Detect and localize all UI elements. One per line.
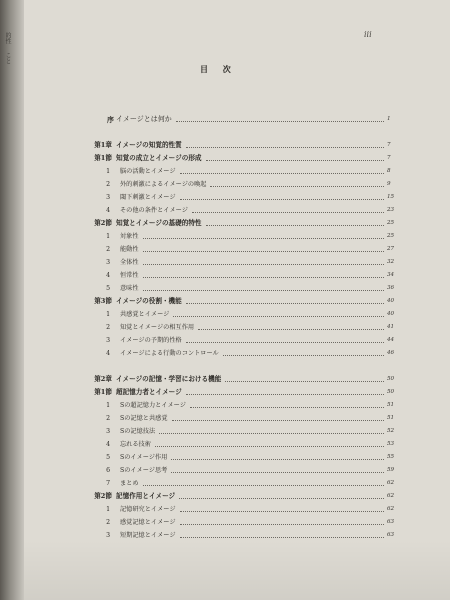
- dot-leader: [143, 264, 384, 265]
- toc-entry: [24, 425, 450, 438]
- toc-entry: [24, 529, 450, 542]
- toc-entry: [24, 113, 450, 126]
- entry-title: 脳の活動とイメージ: [120, 168, 176, 175]
- entry-page: 62: [387, 480, 395, 486]
- entry-page: 25: [387, 233, 395, 239]
- entry-label: 3: [106, 532, 110, 539]
- dot-leader: [155, 446, 384, 447]
- entry-label: 序: [107, 115, 114, 124]
- entry-label: 2: [106, 324, 110, 331]
- entry-title: 知覚とイメージの基礎的特性: [116, 219, 202, 227]
- entry-label: 第1章: [94, 141, 112, 149]
- entry-label: 1: [106, 168, 110, 175]
- entry-label: 第2節: [94, 219, 112, 227]
- dot-leader: [206, 225, 384, 226]
- entry-page: 36: [387, 285, 395, 291]
- toc-entry: [24, 477, 450, 490]
- entry-label: 5: [106, 454, 110, 461]
- entry-page: 44: [387, 337, 395, 343]
- entry-title: まとめ: [120, 480, 139, 487]
- dot-leader: [159, 433, 384, 434]
- dot-leader: [180, 537, 384, 538]
- entry-title: 記憶研究とイメージ: [120, 506, 176, 513]
- dot-leader: [180, 511, 384, 512]
- entry-title: 記憶作用とイメージ: [116, 492, 176, 500]
- dot-leader: [186, 394, 384, 395]
- dot-leader: [143, 251, 384, 252]
- entry-page: 41: [387, 324, 395, 330]
- entry-page: 7: [387, 142, 391, 148]
- dot-leader: [172, 420, 384, 421]
- toc-entry: [24, 178, 450, 191]
- toc-entry: [24, 191, 450, 204]
- toc-entry: [24, 217, 450, 230]
- entry-title: Sのイメージ思考: [120, 467, 168, 474]
- entry-page: 63: [387, 519, 395, 525]
- toc-entry: [24, 321, 450, 334]
- toc-entry: [24, 152, 450, 165]
- entry-title: Sの超記憶力とイメージ: [120, 402, 186, 409]
- toc-heading: 目 次: [200, 64, 237, 74]
- dot-leader: [210, 186, 384, 187]
- dot-leader: [192, 212, 384, 213]
- dot-leader: [186, 147, 384, 148]
- entry-label: 第1節: [94, 154, 112, 162]
- entry-label: 4: [106, 272, 110, 279]
- entry-page: 62: [387, 493, 395, 499]
- dot-leader: [180, 524, 384, 525]
- entry-label: 第1節: [94, 388, 112, 396]
- dot-leader: [143, 238, 384, 239]
- entry-label: 2: [106, 181, 110, 188]
- entry-label: 5: [106, 285, 110, 292]
- entry-title: 知覚の成立とイメージの形成: [116, 154, 202, 162]
- toc-entry: [24, 230, 450, 243]
- dot-leader: [198, 329, 384, 330]
- dot-leader: [223, 355, 384, 356]
- toc-page: [24, 0, 450, 600]
- entry-page: 32: [387, 259, 395, 265]
- entry-page: 40: [387, 311, 395, 317]
- entry-page: 62: [387, 506, 395, 512]
- toc-entry: [24, 451, 450, 464]
- dot-leader: [180, 199, 384, 200]
- toc-entry: [24, 464, 450, 477]
- entry-page: 63: [387, 532, 395, 538]
- dot-leader: [190, 407, 384, 408]
- entry-page: 8: [387, 168, 391, 174]
- toc-entry: [24, 347, 450, 360]
- entry-title: イメージの予期的性格: [120, 337, 182, 344]
- toc-entry: [24, 438, 450, 451]
- entry-title: 恒常性: [120, 272, 139, 279]
- entry-label: 2: [106, 415, 110, 422]
- dot-leader: [143, 485, 384, 486]
- entry-title: 閾下刺激とイメージ: [120, 194, 176, 201]
- entry-title: イメージとは何か: [116, 115, 172, 123]
- entry-title: 全体性: [120, 259, 139, 266]
- dot-leader: [143, 290, 384, 291]
- toc-entry: [24, 503, 450, 516]
- entry-label: 1: [106, 233, 110, 240]
- entry-label: 2: [106, 246, 110, 253]
- entry-page: 59: [387, 467, 395, 473]
- toc-entry: [24, 412, 450, 425]
- entry-label: 3: [106, 194, 110, 201]
- entry-title: Sの記憶と共感覚: [120, 415, 168, 422]
- entry-page: 27: [387, 246, 395, 252]
- toc-entry: [24, 490, 450, 503]
- entry-label: 7: [106, 480, 110, 487]
- dot-leader: [186, 342, 384, 343]
- entry-title: 共感覚とイメージ: [120, 311, 170, 318]
- entry-title: 対象性: [120, 233, 139, 240]
- entry-page: 15: [387, 194, 395, 200]
- entry-page: 55: [387, 454, 395, 460]
- entry-label: 3: [106, 428, 110, 435]
- entry-title: イメージによる行動のコントロール: [120, 350, 219, 357]
- entry-page: 34: [387, 272, 395, 278]
- entry-page: 25: [387, 220, 395, 226]
- entry-title: Sのイメージ作用: [120, 454, 168, 461]
- entry-label: 1: [106, 311, 110, 318]
- entry-page: 51: [387, 402, 395, 408]
- entry-label: 3: [106, 337, 110, 344]
- toc-entry: [24, 269, 450, 282]
- toc-entry: [24, 308, 450, 321]
- dot-leader: [225, 381, 384, 382]
- entry-label: 第2節: [94, 492, 112, 500]
- entry-label: 6: [106, 467, 110, 474]
- entry-page: 53: [387, 441, 395, 447]
- entry-page: 52: [387, 428, 395, 434]
- toc-entry: [24, 243, 450, 256]
- entry-title: Sの記憶技法: [120, 428, 156, 435]
- toc-entry: [24, 204, 450, 217]
- toc-entry: [24, 256, 450, 269]
- entry-page: 7: [387, 155, 391, 161]
- dot-leader: [176, 121, 384, 122]
- entry-label: 4: [106, 441, 110, 448]
- entry-label: 第3節: [94, 297, 112, 305]
- entry-page: 9: [387, 181, 391, 187]
- entry-title: 外的刺激によるイメージの喚起: [120, 181, 207, 188]
- entry-label: 3: [106, 259, 110, 266]
- dot-leader: [206, 160, 384, 161]
- entry-title: 能動性: [120, 246, 139, 253]
- entry-page: 46: [387, 350, 395, 356]
- entry-title: 忘れる技術: [120, 441, 151, 448]
- toc-entry: [24, 295, 450, 308]
- dot-leader: [179, 498, 384, 499]
- edge-text-top: 的性: [4, 32, 11, 44]
- dot-leader: [143, 277, 384, 278]
- entry-title: イメージの知覚的性質: [116, 141, 182, 149]
- toc-entry: [24, 373, 450, 386]
- dot-leader: [173, 316, 384, 317]
- dot-leader: [180, 173, 384, 174]
- entry-label: 2: [106, 519, 110, 526]
- facing-page-edge: [0, 0, 24, 600]
- entry-label: 1: [106, 402, 110, 409]
- entry-page: 1: [387, 116, 391, 122]
- entry-title: イメージの役割・機能: [116, 297, 182, 305]
- toc-entry: [24, 386, 450, 399]
- entry-label: 4: [106, 350, 110, 357]
- entry-page: 51: [387, 415, 395, 421]
- dot-leader: [171, 459, 384, 460]
- entry-page: 50: [387, 376, 395, 382]
- toc-entry: [24, 334, 450, 347]
- entry-label: 1: [106, 506, 110, 513]
- entry-title: 超記憶力者とイメージ: [116, 388, 182, 396]
- entry-page: 50: [387, 389, 395, 395]
- entry-title: イメージの記憶・学習における機能: [116, 375, 222, 383]
- dot-leader: [186, 303, 384, 304]
- toc-entry: [24, 399, 450, 412]
- entry-label: 第2章: [94, 375, 112, 383]
- entry-title: 感覚記憶とイメージ: [120, 519, 176, 526]
- entry-title: 知覚とイメージの相互作用: [120, 324, 195, 331]
- entry-title: 意味性: [120, 285, 139, 292]
- edge-text-mid: こと: [4, 52, 11, 64]
- page-number: iii: [364, 30, 372, 39]
- entry-title: その他の条件とイメージ: [120, 207, 188, 214]
- entry-title: 短期記憶とイメージ: [120, 532, 176, 539]
- entry-page: 40: [387, 298, 395, 304]
- dot-leader: [171, 472, 384, 473]
- toc-entry: [24, 139, 450, 152]
- toc-entry: [24, 165, 450, 178]
- entry-label: 4: [106, 207, 110, 214]
- entry-page: 23: [387, 207, 395, 213]
- toc-entry: [24, 282, 450, 295]
- toc-entry: [24, 516, 450, 529]
